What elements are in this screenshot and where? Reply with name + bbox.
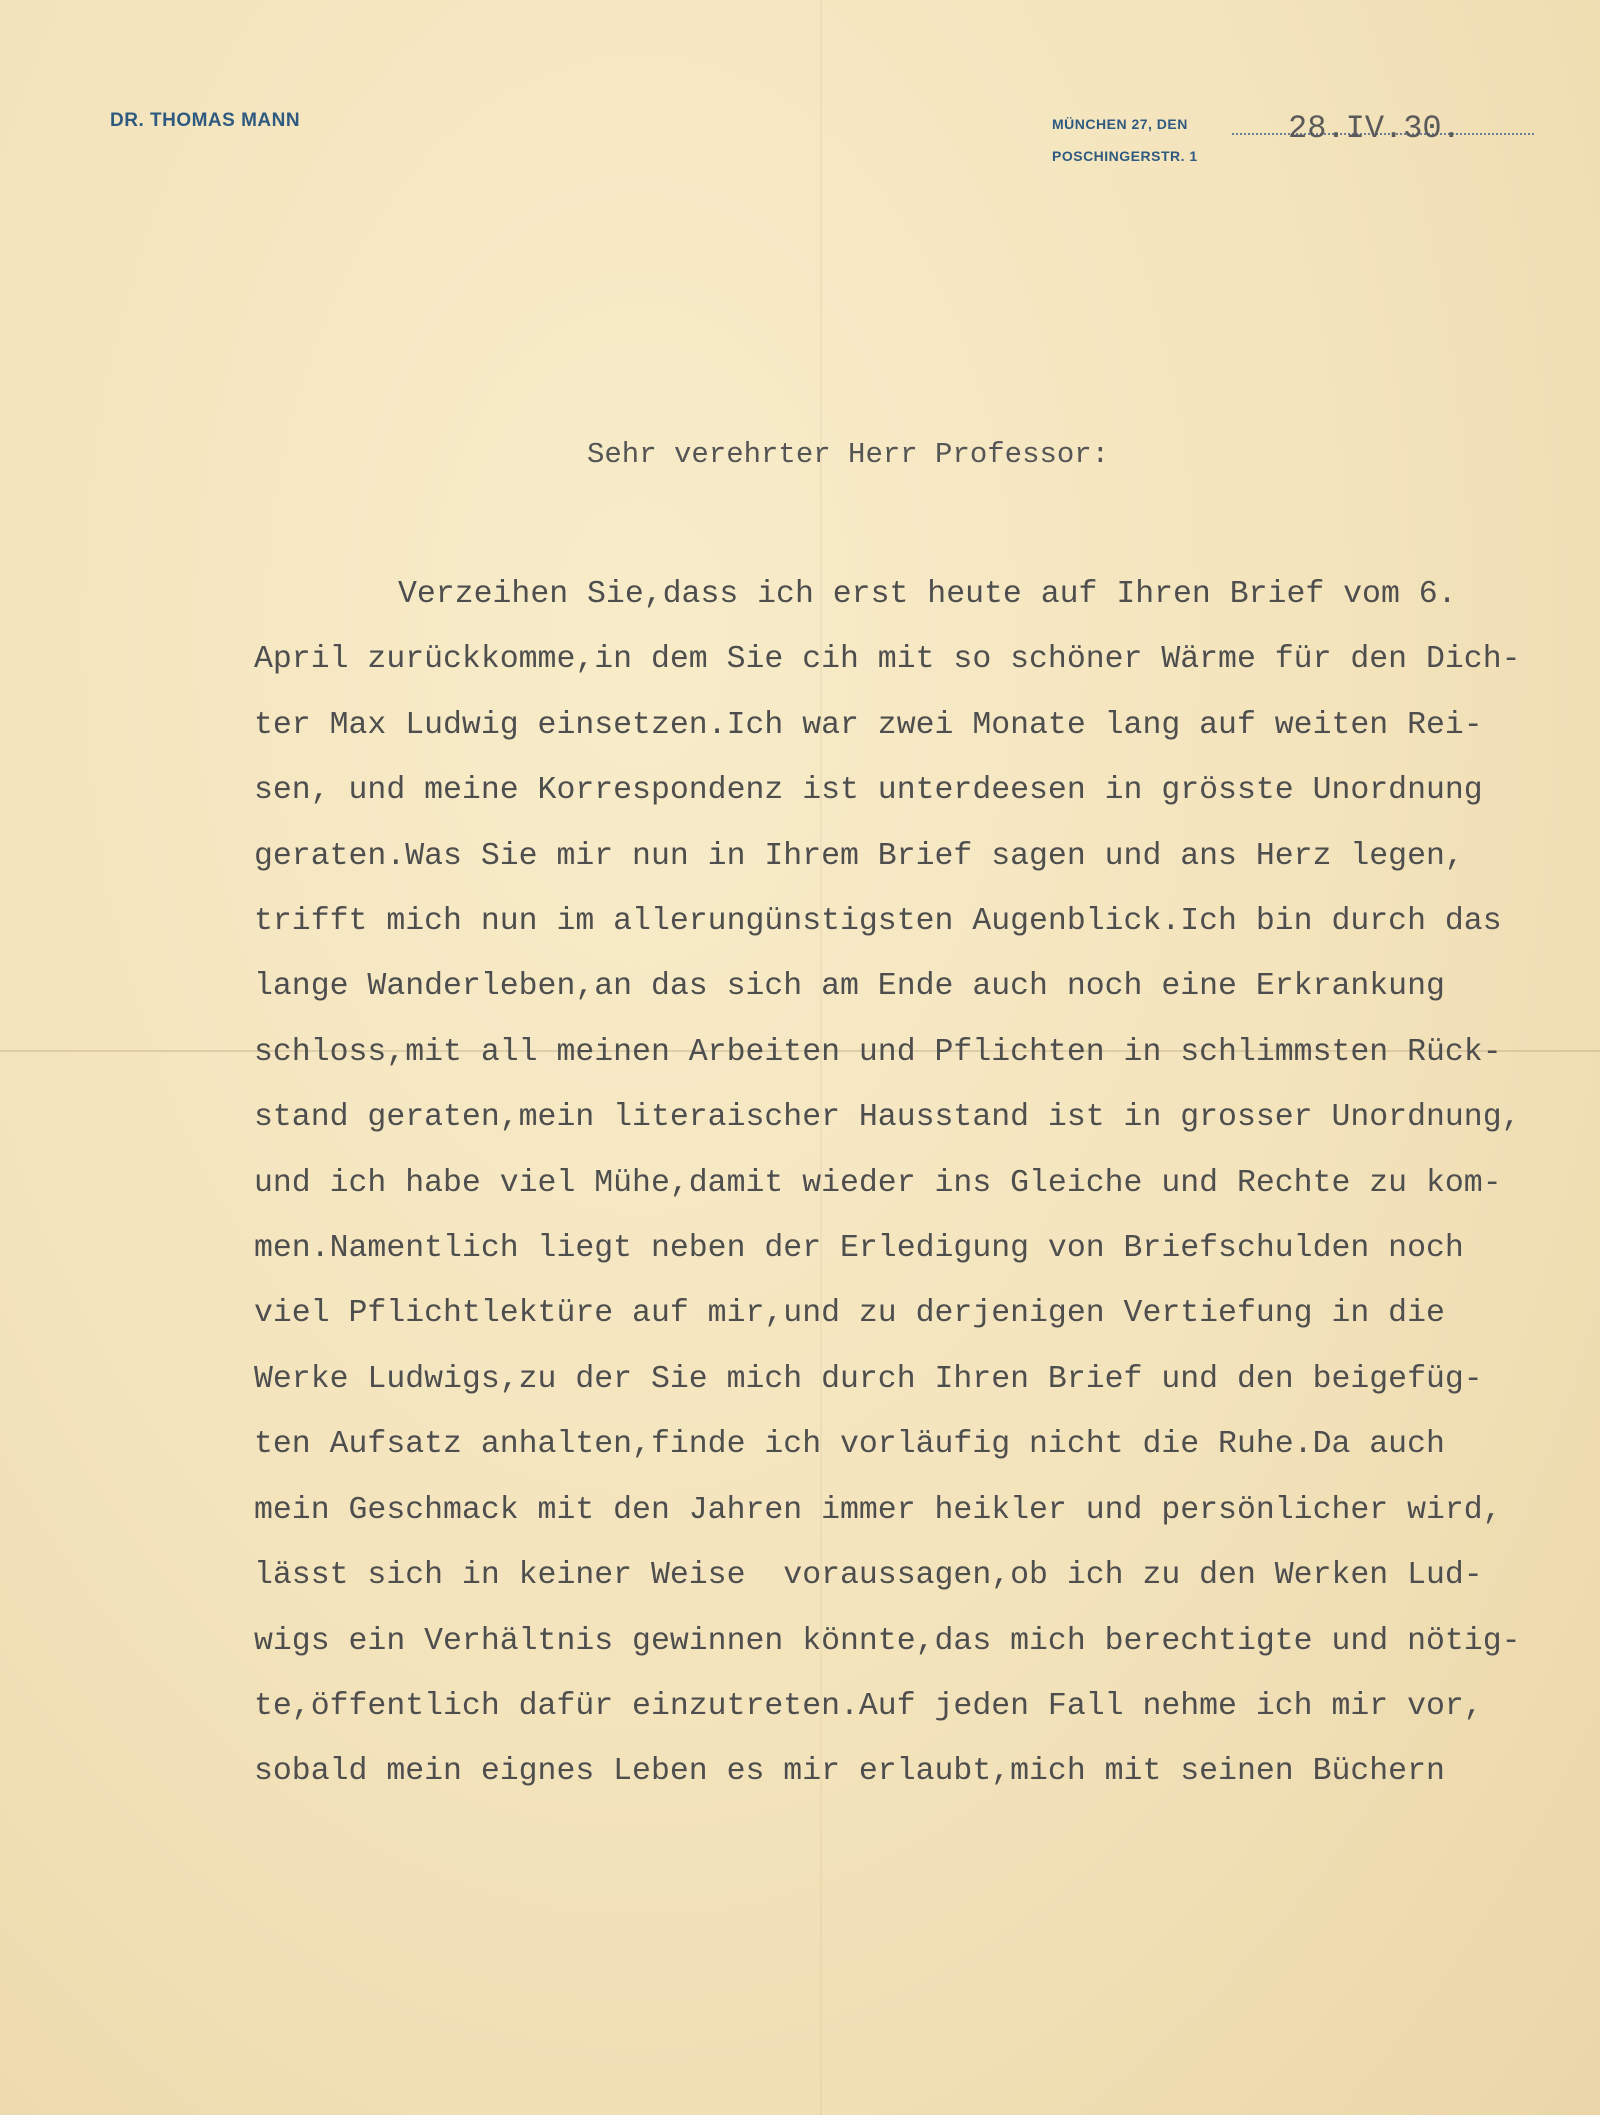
body-line: wigs ein Verhältnis gewinnen könnte,das mich berechtigte und nötig- (254, 1623, 1521, 1659)
body-line: geraten.Was Sie mir nun in Ihrem Brief sagen und ans Herz legen, (254, 838, 1464, 874)
letterhead-city: MÜNCHEN 27, DEN (1052, 116, 1188, 132)
body-line: Verzeihen Sie,dass ich erst heute auf Ihren Brief vom 6. (398, 577, 1457, 612)
body-line: und ich habe viel Mühe,damit wieder ins Gleiche und Rechte zu kom- (254, 1165, 1502, 1201)
body-line: schloss,mit all meinen Arbeiten und Pflichten in schlimmsten Rück- (254, 1034, 1502, 1070)
letter-body (254, 562, 1584, 1805)
body-line: sen, und meine Korrespondenz ist unterdeesen in grösste Unordnung (254, 773, 1483, 809)
body-line: te,öffentlich dafür einzutreten.Auf jeden Fall nehme ich mir vor, (254, 1688, 1483, 1724)
body-line: lange Wanderleben,an das sich am Ende auch noch eine Erkrankung (254, 969, 1445, 1005)
body-line: trifft mich nun im allerungünstigsten Augenblick.Ich bin durch das (254, 904, 1502, 940)
letterhead-street: POSCHINGERSTR. 1 (1052, 148, 1198, 164)
letterhead-name: DR. THOMAS MANN (110, 110, 301, 131)
body-line: lässt sich in keiner Weise voraussagen,ob ich zu den Werken Lud- (254, 1558, 1483, 1594)
letter-date: 28.IV.30. (1288, 110, 1461, 147)
body-line: Werke Ludwigs,zu der Sie mich durch Ihren Brief und den beigefüg- (254, 1361, 1483, 1397)
body-line: mein Geschmack mit den Jahren immer heikler und persönlicher wird, (254, 1492, 1502, 1528)
body-line: sobald mein eignes Leben es mir erlaubt,mich mit seinen Büchern (254, 1754, 1445, 1790)
body-line: viel Pflichtlektüre auf mir,und zu derjenigen Vertiefung in die (254, 1296, 1445, 1332)
body-line: stand geraten,mein literaischer Hausstand ist in grosser Unordnung, (254, 1100, 1521, 1136)
salutation: Sehr verehrter Herr Professor: (587, 438, 1110, 471)
body-line: ter Max Ludwig einsetzen.Ich war zwei Monate lang auf weiten Rei- (254, 707, 1483, 743)
body-line: ten Aufsatz anhalten,finde ich vorläufig nicht die Ruhe.Da auch (254, 1427, 1445, 1463)
body-line: men.Namentlich liegt neben der Erledigung von Briefschulden noch (254, 1231, 1464, 1267)
body-line: April zurückkomme,in dem Sie cih mit so schöner Wärme für den Dich- (254, 642, 1521, 678)
